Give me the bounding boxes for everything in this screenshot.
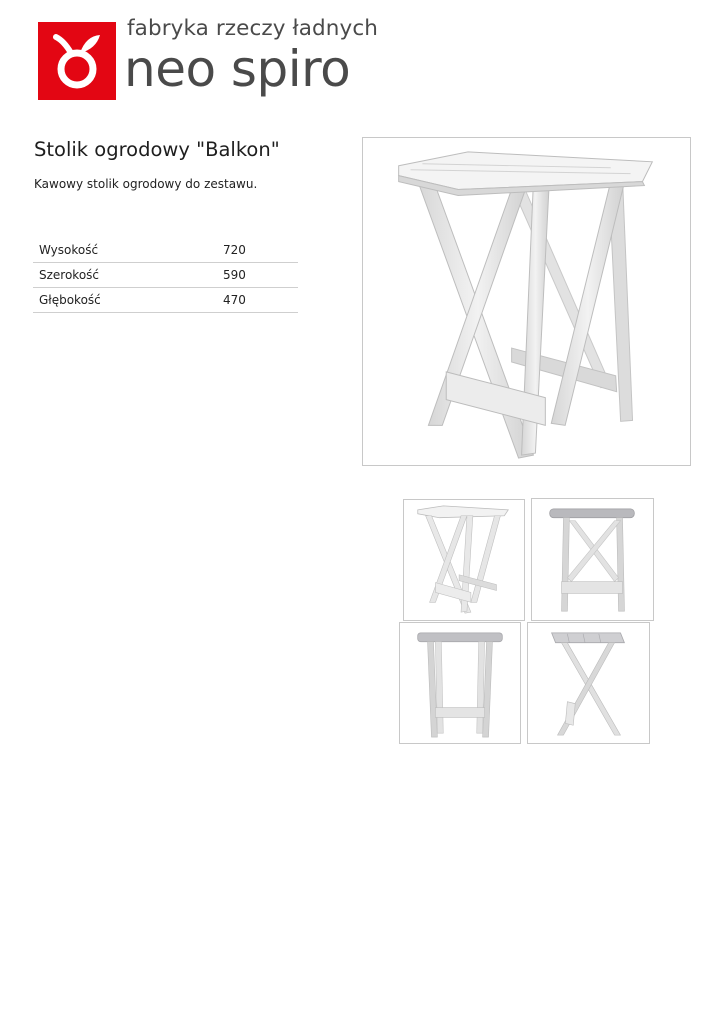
product-title: Stolik ogrodowy "Balkon" xyxy=(34,138,280,161)
table-row xyxy=(33,288,298,313)
spec-value: 470 xyxy=(217,288,298,313)
brand-name: neo spiro xyxy=(124,40,351,98)
brand-tagline: fabryka rzeczy ładnych xyxy=(127,16,378,41)
logo-mark xyxy=(38,22,116,100)
spec-value: 590 xyxy=(217,263,298,288)
table-row xyxy=(33,263,298,288)
spec-value: 720 xyxy=(217,238,298,263)
folding-table-thumb-2 xyxy=(532,499,653,620)
dimensions-table xyxy=(33,238,298,313)
folding-table-thumb-3 xyxy=(400,623,520,743)
folding-table-thumb-4 xyxy=(528,623,649,743)
spec-label: Wysokość xyxy=(33,238,217,263)
folding-table-image xyxy=(363,138,690,465)
apple-icon xyxy=(38,22,116,100)
thumbnail-image[interactable] xyxy=(531,498,654,621)
spec-label: Szerokość xyxy=(33,263,217,288)
spec-label: Głębokość xyxy=(33,288,217,313)
thumbnail-image[interactable] xyxy=(527,622,650,744)
thumbnail-image[interactable] xyxy=(403,499,525,621)
folding-table-thumb-1 xyxy=(404,500,524,620)
product-description: Kawowy stolik ogrodowy do zestawu. xyxy=(34,177,258,191)
main-product-image xyxy=(362,137,691,466)
table-row xyxy=(33,238,298,263)
thumbnail-image[interactable] xyxy=(399,622,521,744)
